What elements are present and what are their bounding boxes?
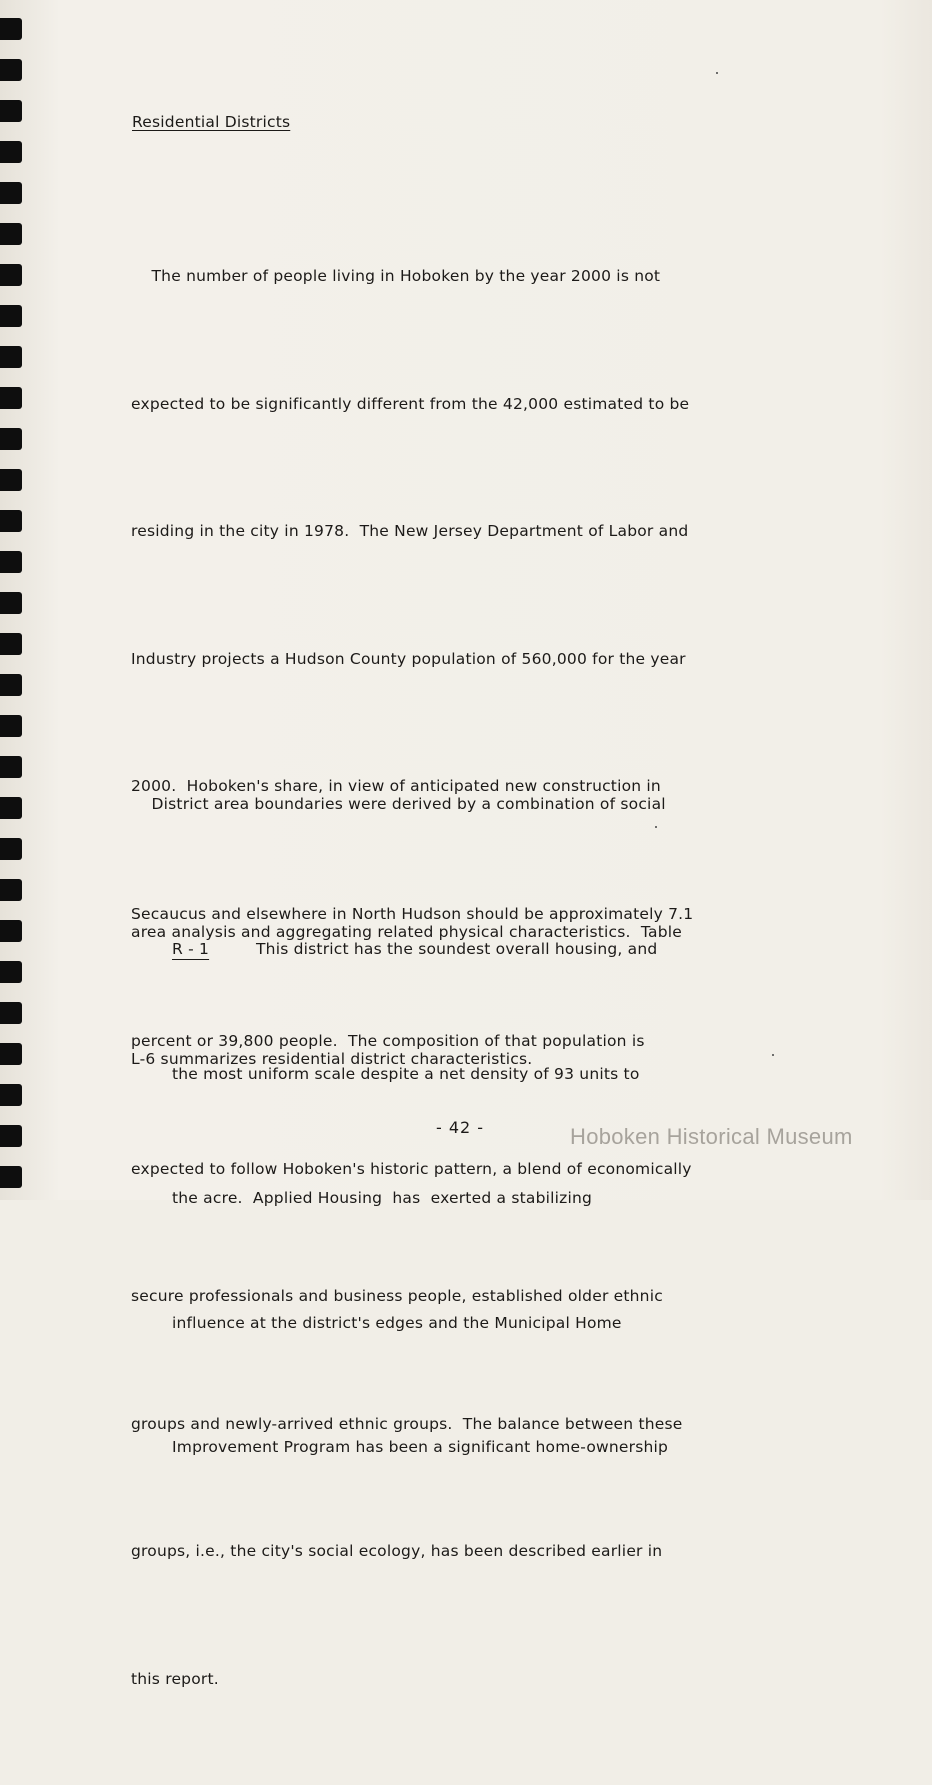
binding-hole — [0, 1002, 22, 1024]
text-line: Industry projects a Hudson County population of 560,000 for the year — [131, 649, 686, 668]
paper-speck — [716, 72, 718, 74]
binding-hole — [0, 674, 22, 696]
binding-hole — [0, 551, 22, 573]
binding-hole — [0, 592, 22, 614]
paper-speck — [655, 826, 657, 828]
text-line: Secaucus and elsewhere in North Hudson should be approximately 7.1 — [131, 904, 694, 923]
text-line: 2000. Hoboken's share, in view of anticipated new construction in — [131, 777, 661, 795]
text-line: groups, i.e., the city's social ecology, has been described earlier in — [131, 1542, 663, 1560]
binding-hole — [0, 797, 22, 819]
binding-hole — [0, 469, 22, 491]
binding-hole — [0, 633, 22, 655]
binding-hole — [0, 387, 22, 409]
text-line: percent or 39,800 people. The composition of that population is — [131, 1032, 645, 1050]
binding-hole — [0, 715, 22, 737]
binding-hole — [0, 18, 22, 40]
binding-hole — [0, 141, 22, 163]
binding-hole — [0, 1043, 22, 1065]
binding-hole — [0, 920, 22, 942]
binding-hole — [0, 510, 22, 532]
text-line: Improvement Program has been a significant home-ownership — [172, 1438, 669, 1456]
binding-hole — [0, 756, 22, 778]
binding-hole — [0, 1166, 22, 1188]
text-line: L-6 summarizes residential district characteristics. — [131, 1050, 533, 1068]
binding-hole — [0, 1084, 22, 1106]
text-line: expected to follow Hoboken's historic pattern, a blend of economically — [131, 1159, 692, 1178]
text-line: area analysis and aggregating related physical characteristics. Table — [131, 922, 682, 941]
page-number: - 42 - — [436, 1118, 485, 1137]
binding-holes — [0, 0, 28, 1200]
binding-hole — [0, 264, 22, 286]
text-line: influence at the district's edges and the Municipal Home — [172, 1313, 622, 1332]
text-line: the acre. Applied Housing has exerted a stabilizing — [172, 1189, 593, 1207]
text-line: expected to be significantly different from the 42,000 estimated to be — [131, 394, 690, 413]
binding-hole — [0, 838, 22, 860]
binding-hole — [0, 1125, 22, 1147]
binding-hole — [0, 428, 22, 450]
section-heading: Residential Districts — [132, 113, 291, 131]
text-line — [172, 929, 668, 971]
binding-hole — [0, 100, 22, 122]
text-line: residing in the city in 1978. The New Jersey Department of Labor and — [131, 522, 689, 540]
text-line: secure professionals and business people, established older ethnic — [131, 1287, 663, 1305]
paper-speck — [772, 1054, 774, 1056]
text-line: groups and newly-arrived ethnic groups. The balance between these — [131, 1414, 683, 1433]
district-r1-description — [172, 846, 668, 1552]
binding-hole — [0, 305, 22, 327]
binding-hole — [0, 879, 22, 901]
text-line: District area boundaries were derived by a combination of social — [131, 795, 666, 813]
binding-hole — [0, 59, 22, 81]
museum-watermark: Hoboken Historical Museum — [570, 1124, 853, 1149]
text-span: This district has the soundest overall housing, and — [256, 940, 658, 958]
text-line: the most uniform scale despite a net density of 93 units to — [172, 1064, 640, 1083]
binding-hole — [0, 223, 22, 245]
text-line: The number of people living in Hoboken by the year 2000 is not — [131, 267, 661, 285]
district-label: R - 1 — [172, 940, 210, 958]
binding-hole — [0, 346, 22, 368]
binding-hole — [0, 961, 22, 983]
text-line: this report. — [131, 1669, 219, 1688]
binding-hole — [0, 182, 22, 204]
